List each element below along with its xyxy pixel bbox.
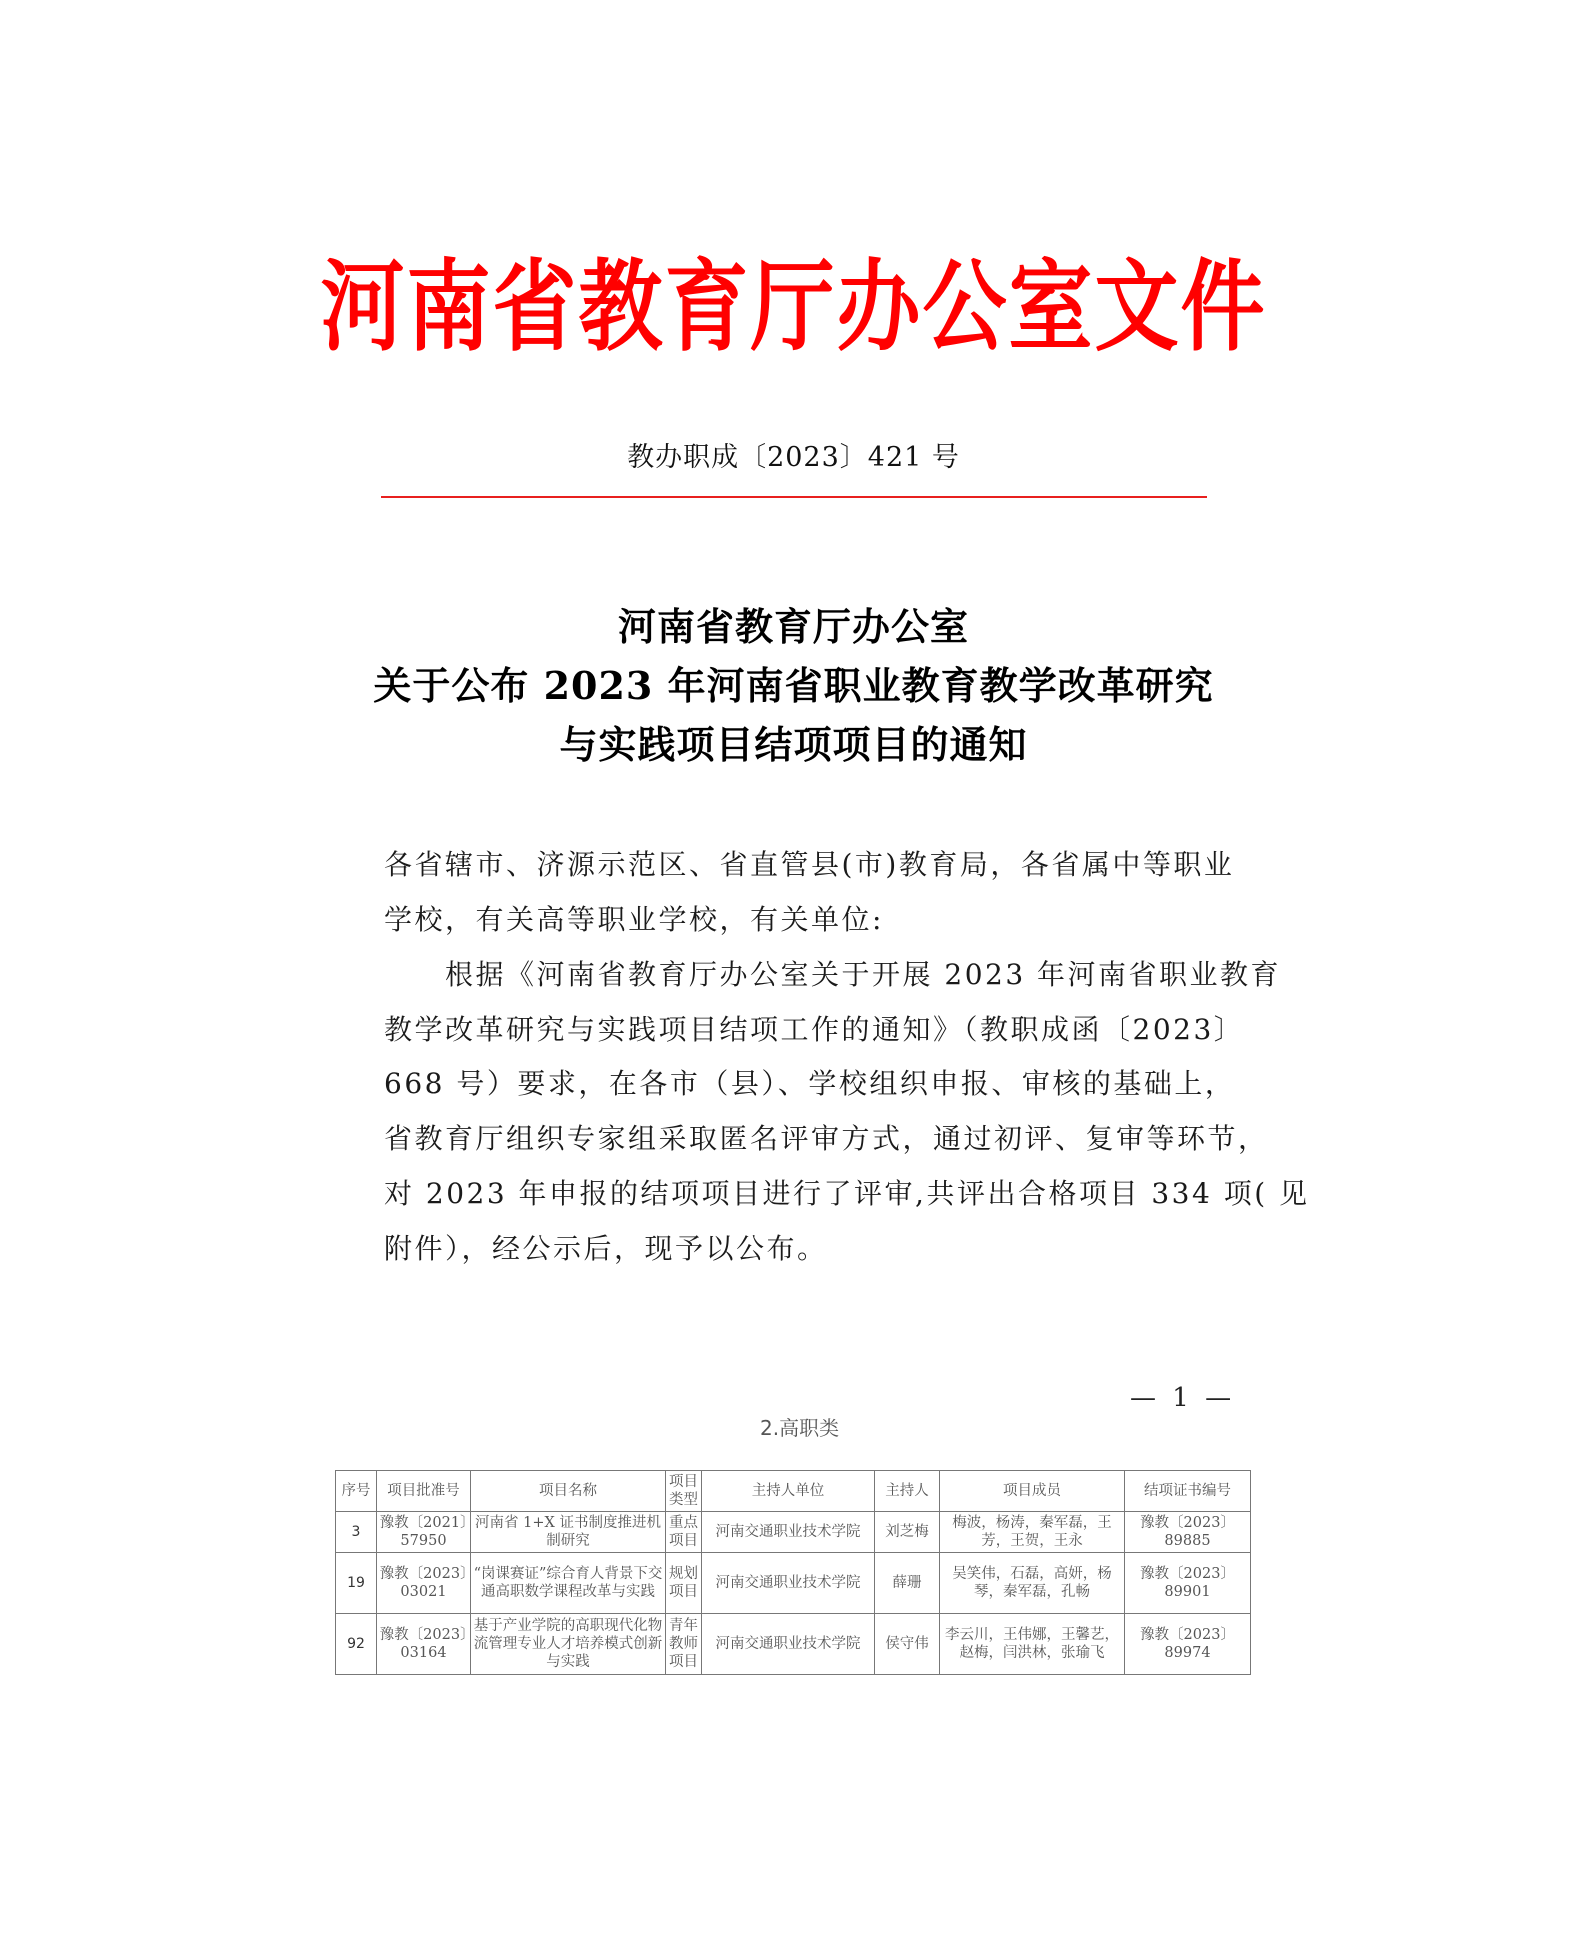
document-number: 教办职成〔2023〕421 号 bbox=[627, 442, 960, 473]
header-project-name: 项目名称 bbox=[471, 1471, 666, 1512]
notice-title-line-2: 关于公布 2023 年河南省职业教育教学改革研究 bbox=[373, 663, 1214, 708]
cell-project-type: 青年教师项目 bbox=[666, 1614, 702, 1675]
cell-seq: 92 bbox=[336, 1614, 377, 1675]
results-table bbox=[335, 1470, 1251, 1675]
header-host-unit: 主持人单位 bbox=[702, 1471, 875, 1512]
cell-project-name: 河南省 1+X 证书制度推进机制研究 bbox=[471, 1512, 666, 1553]
notice-title-line-1: 河南省教育厅办公室 bbox=[617, 604, 969, 649]
cell-members: 李云川，王伟娜，王馨艺，赵梅，闫洪林，张瑜飞 bbox=[940, 1614, 1125, 1675]
table-row bbox=[336, 1512, 1251, 1553]
cell-host: 侯守伟 bbox=[875, 1614, 940, 1675]
cell-project-type: 规划项目 bbox=[666, 1553, 702, 1614]
table-row bbox=[336, 1553, 1251, 1614]
body-line: 各省辖市、济源示范区、省直管县(市)教育局，各省属中等职业 bbox=[384, 848, 1235, 881]
notice-title-line-3: 与实践项目结项项目的通知 bbox=[559, 722, 1028, 767]
body-line: 学校，有关高等职业学校，有关单位: bbox=[384, 903, 884, 936]
body-line: 教学改革研究与实践项目结项工作的通知》（教职成函〔2023〕 bbox=[384, 1013, 1245, 1046]
header-project-type: 项目类型 bbox=[666, 1471, 702, 1512]
table-header-row bbox=[336, 1471, 1251, 1512]
cell-host: 刘芝梅 bbox=[875, 1512, 940, 1553]
cell-cert-no: 豫教〔2023〕89974 bbox=[1125, 1614, 1251, 1675]
cell-host-unit: 河南交通职业技术学院 bbox=[702, 1614, 875, 1675]
cell-seq: 19 bbox=[336, 1553, 377, 1614]
cell-host-unit: 河南交通职业技术学院 bbox=[702, 1512, 875, 1553]
body-line: 对 2023 年申报的结项项目进行了评审,共评出合格项目 334 项( 见 bbox=[384, 1177, 1310, 1210]
cell-approval-no: 豫教〔2023〕03164 bbox=[377, 1614, 471, 1675]
header-approval-no: 项目批准号 bbox=[377, 1471, 471, 1512]
body-line: 附件），经公示后，现予以公布。 bbox=[384, 1232, 828, 1265]
red-separator-rule bbox=[381, 496, 1207, 498]
cell-approval-no: 豫教〔2021〕57950 bbox=[377, 1512, 471, 1553]
cell-seq: 3 bbox=[336, 1512, 377, 1553]
cell-host-unit: 河南交通职业技术学院 bbox=[702, 1553, 875, 1614]
table-row bbox=[336, 1614, 1251, 1675]
body-line: 根据《河南省教育厅办公室关于开展 2023 年河南省职业教育 bbox=[384, 958, 1282, 991]
header-seq: 序号 bbox=[336, 1471, 377, 1512]
issuer-banner: 河南省教育厅办公室文件 bbox=[320, 248, 1267, 365]
cell-project-name: 基于产业学院的高职现代化物流管理专业人才培养模式创新与实践 bbox=[471, 1614, 666, 1675]
cell-cert-no: 豫教〔2023〕89885 bbox=[1125, 1512, 1251, 1553]
body-line: 省教育厅组织专家组采取匿名评审方式，通过初评、复审等环节， bbox=[384, 1122, 1269, 1155]
cell-project-type: 重点项目 bbox=[666, 1512, 702, 1553]
cell-members: 梅波，杨涛，秦军磊，王芳，王贺，王永 bbox=[940, 1512, 1125, 1553]
cell-host: 薛珊 bbox=[875, 1553, 940, 1614]
body-line: 668 号）要求，在各市（县）、学校组织申报、审核的基础上， bbox=[384, 1067, 1236, 1100]
header-members: 项目成员 bbox=[940, 1471, 1125, 1512]
header-cert-no: 结项证书编号 bbox=[1125, 1471, 1251, 1512]
header-host: 主持人 bbox=[875, 1471, 940, 1512]
cell-approval-no: 豫教〔2023〕03021 bbox=[377, 1553, 471, 1614]
cell-cert-no: 豫教〔2023〕89901 bbox=[1125, 1553, 1251, 1614]
cell-project-name: “岗课赛证”综合育人背景下交通高职数学课程改革与实践 bbox=[471, 1553, 666, 1614]
cell-members: 吴笑伟，石磊，高妍，杨琴，秦军磊，孔畅 bbox=[940, 1553, 1125, 1614]
attachment-section-label: 2.高职类 bbox=[760, 1416, 840, 1440]
page-number: — 1 — bbox=[1130, 1383, 1236, 1413]
